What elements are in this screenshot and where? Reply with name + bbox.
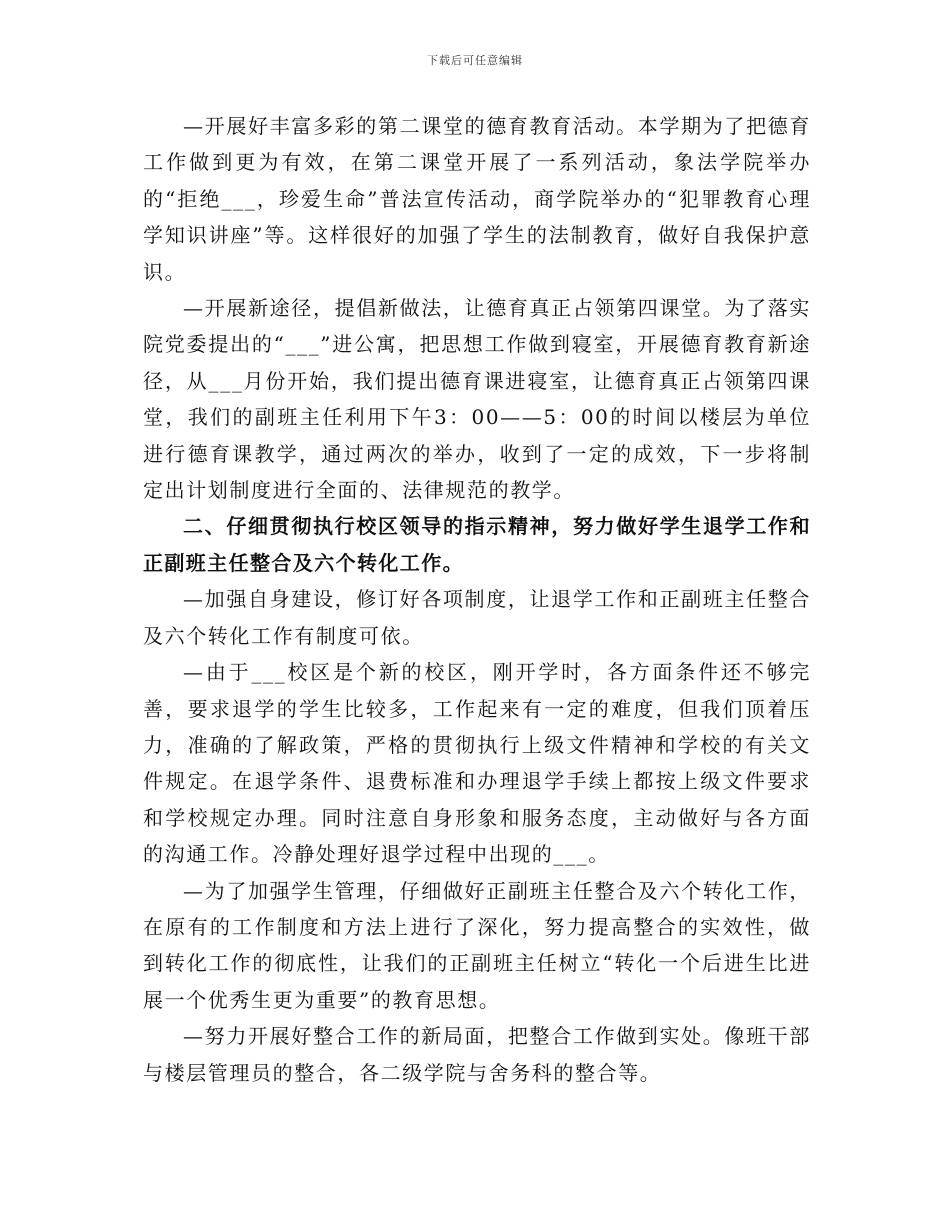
paragraph-integration-work: —努力开展好整合工作的新局面，把整合工作做到实处。像班干部与楼层管理员的整合，各二级学院与舍务科的整合等。	[143, 1024, 811, 1085]
section-heading: 二、仔细贯彻执行校区领导的指示精神，努力做好学生退学工作和正副班主任整合及六个转化工作。	[143, 514, 811, 575]
paragraph-withdrawal-work: —由于___校区是个新的校区，刚开学时，各方面条件还不够完善，要求退学的学生比较多，工作起来有一定的难度，但我们顶着压力，准确的了解政策，严格的贯彻执行上级文件精神和学校的有关文件规定。在退学条件、退费标准和办理退学手续上都按上级文件要求和学校规定办理。同时注意自身形象和服务态度，主动做好与各方面的沟通工作。冷静处理好退学过程中出现的___。	[143, 660, 811, 867]
document-body	[143, 108, 811, 1091]
paragraph-second-classroom: —开展好丰富多彩的第二课堂的德育教育活动。本学期为了把德育工作做到更为有效，在第二课堂开展了一系列活动，象法学院举办的“拒绝___，珍爱生命”普法宣传活动，商学院举办的“犯罪教育心理学知识讲座”等。这样很好的加强了学生的法制教育，做好自我保护意识。	[143, 114, 811, 284]
paragraph-student-management: —为了加强学生管理，仔细做好正副班主任整合及六个转化工作，在原有的工作制度和方法上进行了深化，努力提高整合的实效性，做到转化工作的彻底性，让我们的正副班主任树立“转化一个后进生比进展一个优秀生更为重要”的教育思想。	[143, 878, 811, 1012]
page-header: 下载后可任意编辑	[427, 54, 523, 67]
paragraph-self-building: —加强自身建设，修订好各项制度，让退学工作和正副班主任整合及六个转化工作有制度可依。	[143, 587, 811, 648]
paragraph-fourth-classroom: —开展新途径，提倡新做法，让德育真正占领第四课堂。为了落实院党委提出的“___”进公寓，把思想工作做到寝室，开展德育教育新途径，从___月份开始，我们提出德育课进寝室，让德育真正占领第四课堂，我们的副班主任利用下午3：00——5：00的时间以楼层为单位进行德育课教学，通过两次的举办，收到了一定的成效，下一步将制定出计划制度进行全面的、法律规范的教学。	[143, 296, 811, 503]
